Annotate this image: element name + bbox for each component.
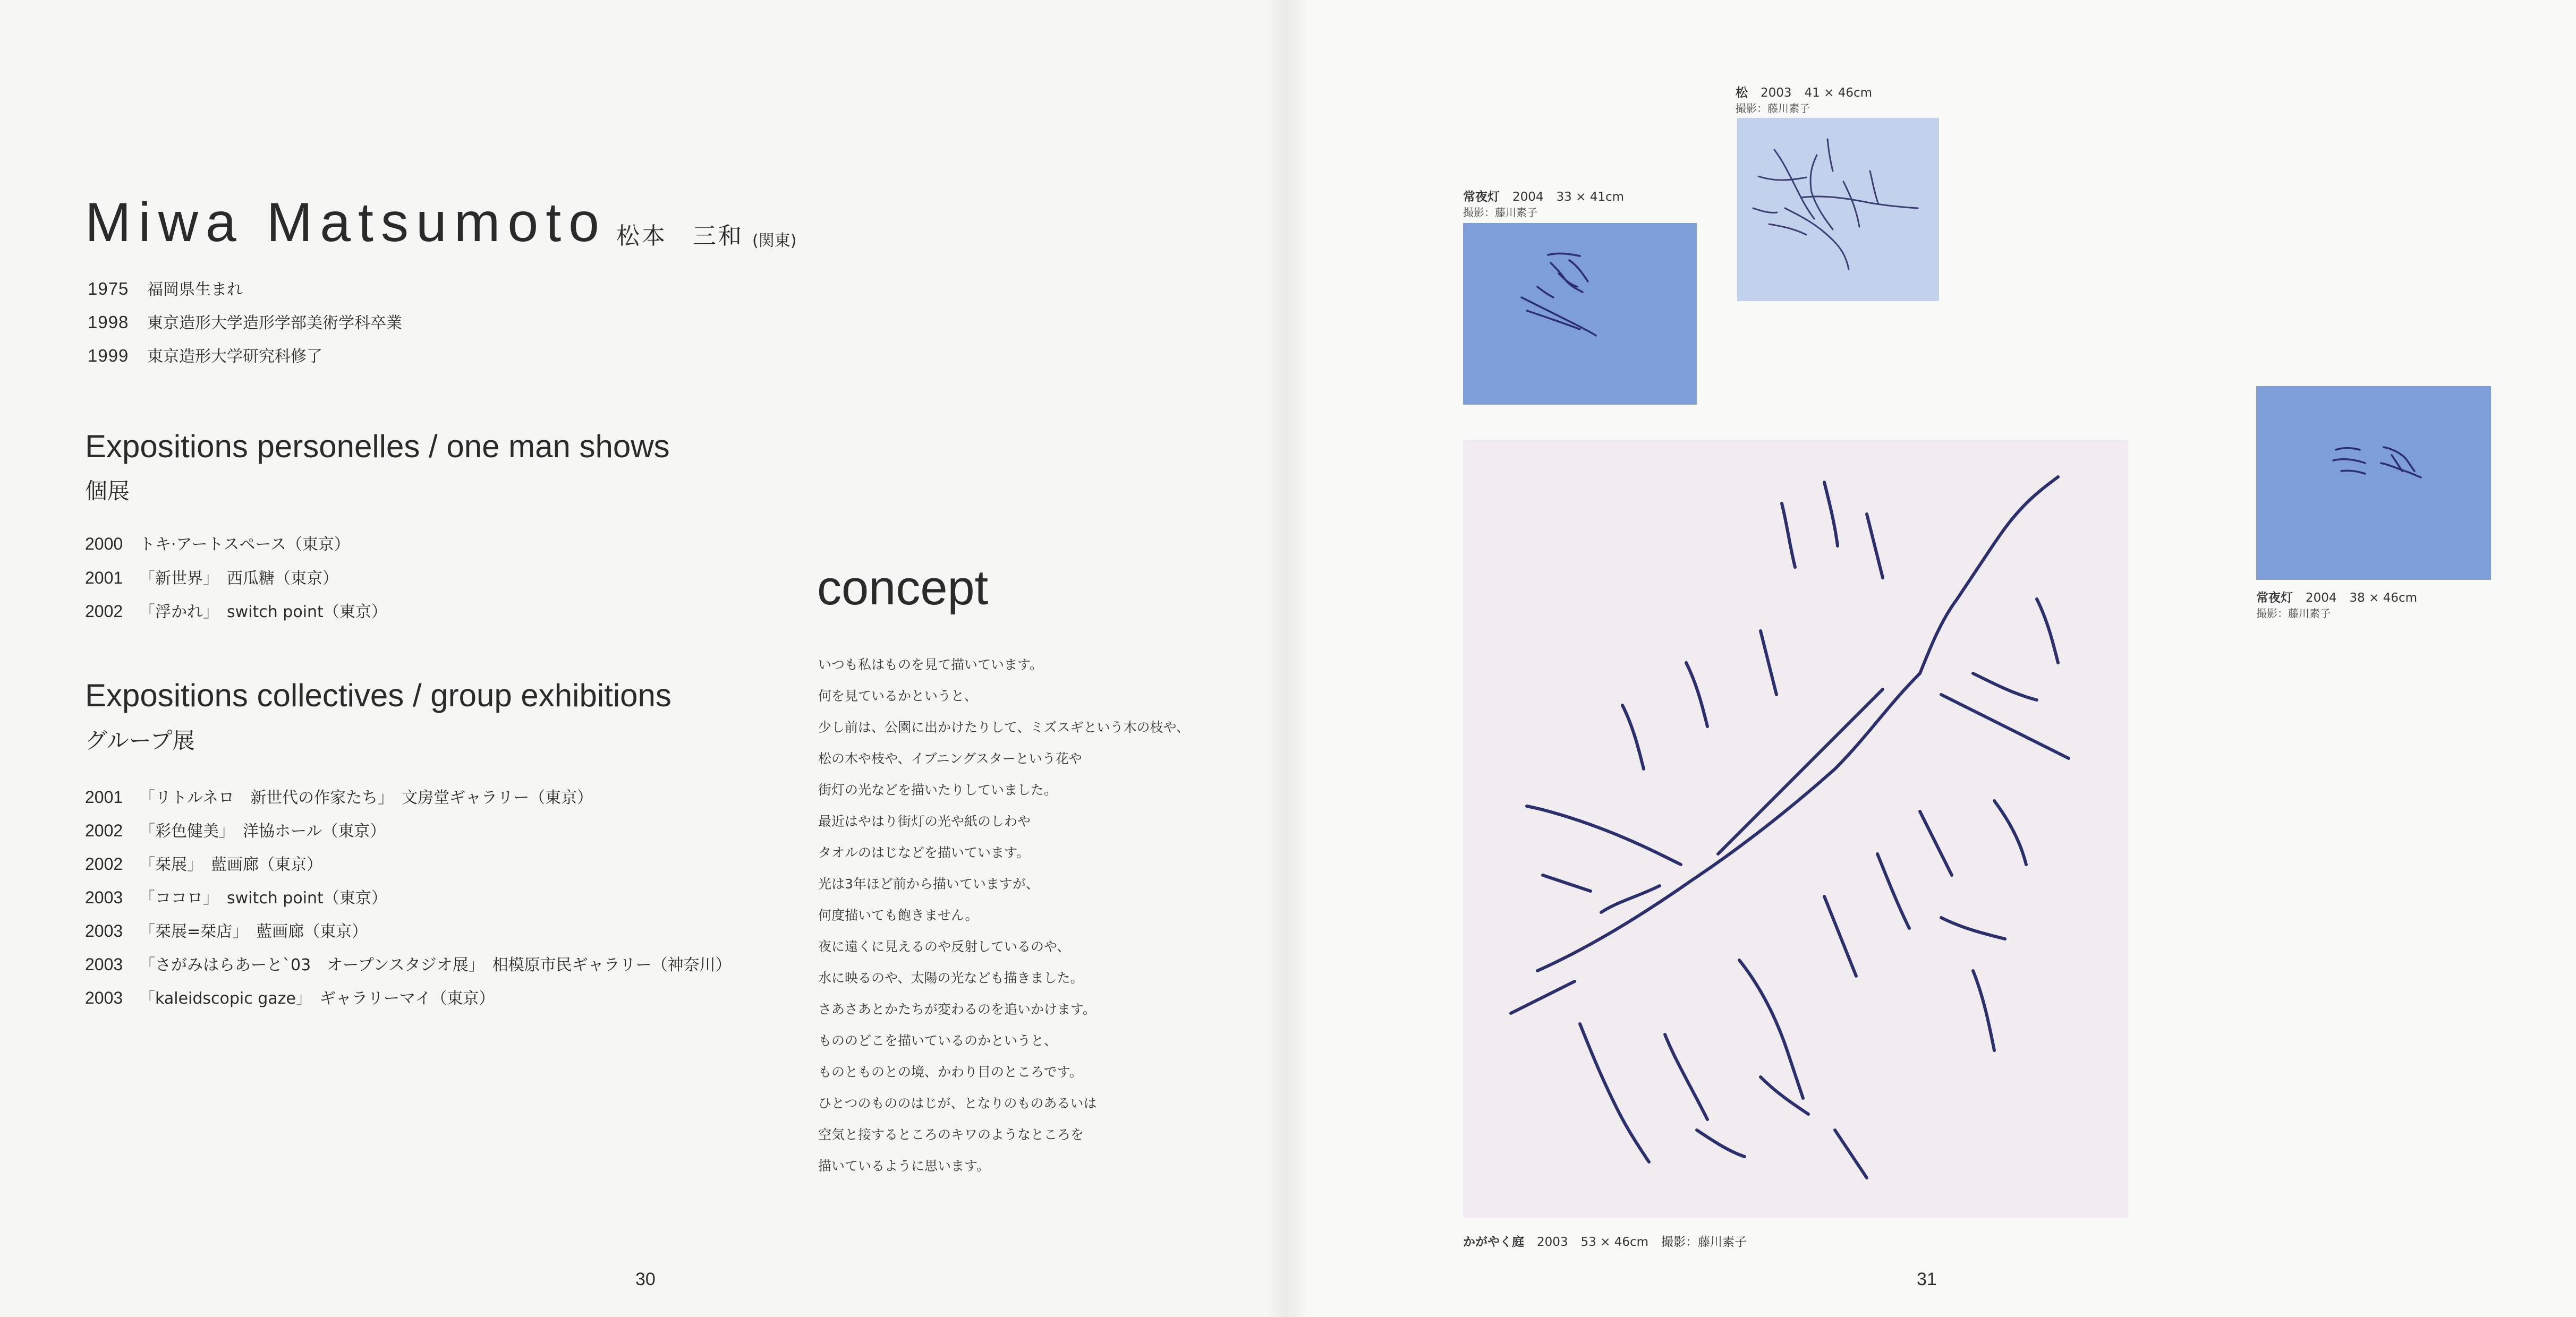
artwork-credit: 撮影：藤川素子 xyxy=(1736,102,1810,115)
artwork-size: 41 × 46cm xyxy=(1804,86,1873,100)
artwork-year: 2003 xyxy=(1537,1235,1568,1249)
exhibition-year: 2001 xyxy=(85,568,123,587)
concept-line: タオルのはじなどを描いています。 xyxy=(818,845,1030,860)
page-number-right: 31 xyxy=(1917,1269,1937,1289)
artwork-title: 常夜灯 xyxy=(2256,591,2293,605)
concept-line: もののどこを描いているのかというと、 xyxy=(818,1033,1058,1048)
ink-drawing xyxy=(2256,386,2491,580)
artwork-caption xyxy=(2256,588,2417,605)
artwork-credit: 撮影：藤川素子 xyxy=(2256,607,2331,620)
group-exhibition-row xyxy=(85,784,593,808)
artwork-caption xyxy=(1463,187,1624,204)
bio-row xyxy=(88,343,322,366)
exhibition-year: 2001 xyxy=(85,788,123,807)
exhibition-text: 「浮かれ」 switch point（東京） xyxy=(139,603,387,621)
group-exhibition-row xyxy=(85,952,732,975)
artwork-size: 33 × 41cm xyxy=(1556,190,1625,204)
artwork-credit: 撮影：藤川素子 xyxy=(1661,1235,1747,1249)
exhibition-year: 2002 xyxy=(85,854,123,874)
concept-title: concept xyxy=(817,561,989,615)
solo-exhibition-row xyxy=(85,531,350,554)
exhibition-text: 「栞展=栞店」 藍画廊（東京） xyxy=(139,922,368,941)
concept-line: 夜に遠くに見えるのや反射しているのや、 xyxy=(818,939,1070,954)
ink-drawing xyxy=(1463,440,2128,1218)
bio-row xyxy=(88,310,402,333)
bio-year: 1999 xyxy=(88,346,129,365)
concept-line: 最近はやはり街灯の光や紙のしわや xyxy=(818,814,1031,829)
solo-heading-en: Expositions personelles / one man shows xyxy=(85,429,670,464)
artwork-year: 2004 xyxy=(2306,591,2337,605)
exhibition-year: 2000 xyxy=(85,534,123,553)
artwork-image-pine xyxy=(1737,118,1939,301)
artist-region: (関東) xyxy=(752,232,797,250)
right-page xyxy=(1288,0,2576,1317)
exhibition-text: 「リトルネロ 新世代の作家たち」 文房堂ギャラリー（東京） xyxy=(139,789,593,807)
artwork-caption xyxy=(1463,1232,1747,1250)
concept-line: 何度描いても飽きません。 xyxy=(818,908,979,923)
concept-line: 街灯の光などを描いたりしていました。 xyxy=(818,782,1058,798)
ink-drawing xyxy=(1737,118,1939,301)
bio-row xyxy=(88,276,243,300)
group-exhibition-row xyxy=(85,985,495,1008)
group-exhibition-row xyxy=(85,851,322,875)
artwork-year: 2004 xyxy=(1512,190,1544,204)
bio-text: 東京造形大学造形学部美術学科卒業 xyxy=(147,314,402,332)
artwork-image-shining-garden xyxy=(1463,440,2128,1218)
group-exhibition-row xyxy=(85,885,387,908)
concept-line: 水に映るのや、太陽の光なども描きました。 xyxy=(818,970,1084,986)
concept-line: 光は3年ほど前から描いていますが、 xyxy=(818,876,1039,892)
artist-name: Miwa Matsumoto xyxy=(85,192,607,253)
exhibition-year: 2003 xyxy=(85,955,123,974)
exhibition-year: 2003 xyxy=(85,988,123,1007)
exhibition-text: 「ココロ」 switch point（東京） xyxy=(139,889,387,908)
page-number-left: 30 xyxy=(635,1269,656,1289)
concept-line: 空気と接するところのキワのようなところを xyxy=(818,1127,1084,1142)
artwork-title: かがやく庭 xyxy=(1463,1235,1524,1249)
bio-text: 東京造形大学研究科修了 xyxy=(147,347,322,366)
artwork-year: 2003 xyxy=(1761,86,1792,100)
book-gutter xyxy=(1264,0,1312,1317)
concept-line: 何を見ているかというと、 xyxy=(818,688,978,704)
artist-name-jp: 松本 三和 xyxy=(616,223,744,250)
solo-heading-jp: 個展 xyxy=(85,478,130,504)
solo-exhibition-row xyxy=(85,598,387,622)
exhibition-text: 「新世界」 西瓜糖（東京） xyxy=(139,569,338,588)
concept-line: 松の木や枝や、イブニングスターという花や xyxy=(818,751,1082,766)
bio-year: 1998 xyxy=(88,312,129,332)
concept-line: 描いているように思います。 xyxy=(818,1158,990,1174)
artwork-image-nightlight-2 xyxy=(2256,386,2491,580)
exhibition-year: 2002 xyxy=(85,821,123,840)
artwork-credit: 撮影：藤川素子 xyxy=(1463,206,1537,219)
artwork-caption xyxy=(1736,83,1872,100)
artwork-size: 53 × 46cm xyxy=(1580,1235,1649,1249)
exhibition-year: 2002 xyxy=(85,602,123,621)
concept-line: 少し前は、公園に出かけたりして、ミズスギという木の枝や、 xyxy=(818,720,1190,735)
exhibition-text: 「さがみはらあーと`03 オープンスタジオ展」 相模原市民ギャラリー（神奈川） xyxy=(139,956,732,974)
artwork-title: 松 xyxy=(1736,86,1748,100)
group-heading-jp: グループ展 xyxy=(85,728,195,754)
bio-text: 福岡県生まれ xyxy=(147,280,243,299)
exhibition-text: 「彩色健美」 洋協ホール（東京） xyxy=(139,822,386,841)
group-exhibition-row xyxy=(85,918,368,942)
exhibition-text: 「kaleidscopic gaze」 ギャラリーマイ（東京） xyxy=(139,989,495,1008)
group-heading-en: Expositions collectives / group exhibitions xyxy=(85,678,671,713)
exhibition-year: 2003 xyxy=(85,921,123,940)
concept-line: さあさあとかたちが変わるのを追いかけます。 xyxy=(818,1002,1096,1017)
ink-drawing xyxy=(1463,223,1697,405)
artwork-title: 常夜灯 xyxy=(1463,190,1500,204)
exhibition-year: 2003 xyxy=(85,888,123,907)
concept-line: いつも私はものを見て描いています。 xyxy=(818,657,1043,672)
artwork-size: 38 × 46cm xyxy=(2349,591,2418,605)
group-exhibition-row xyxy=(85,818,386,841)
bio-year: 1975 xyxy=(88,279,129,298)
exhibition-text: トキ·アートスペース（東京） xyxy=(139,535,350,554)
artwork-image-nightlight-1 xyxy=(1463,223,1697,405)
exhibition-text: 「栞展」 藍画廊（東京） xyxy=(139,856,322,874)
solo-exhibition-row xyxy=(85,565,338,588)
concept-line: ものとものとの境、かわり目のところです。 xyxy=(818,1064,1083,1080)
concept-line: ひとつのもののはじが、となりのものあるいは xyxy=(818,1096,1097,1111)
